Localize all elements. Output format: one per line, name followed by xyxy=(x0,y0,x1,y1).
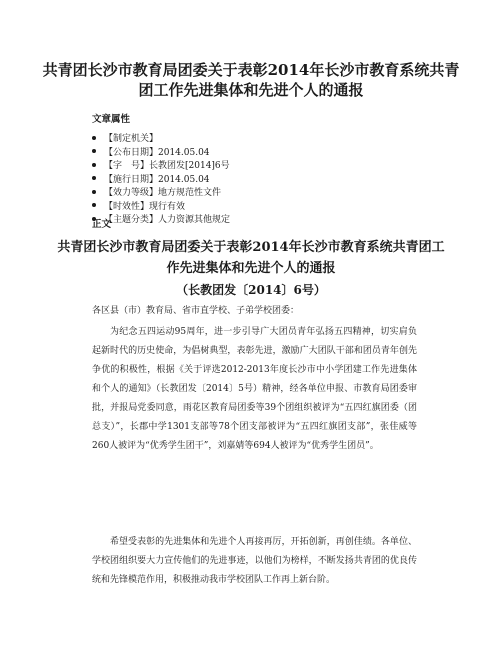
bullet-icon xyxy=(92,176,96,180)
attribute-item: 【效力等级】地方规范性文件 xyxy=(92,187,230,201)
bullet-icon xyxy=(92,163,96,167)
attribute-item: 【字 号】长教团发[2014]6号 xyxy=(92,160,230,174)
document-number: （长教团发〔2014〕6号） xyxy=(176,283,326,297)
attribute-item: 【制定机关】 xyxy=(92,133,230,147)
addressee: 各区县（市）教育局、省市直学校、子弟学校团委： xyxy=(92,306,300,316)
body-paragraph-1: 为纪念五四运动95周年，进一步引导广大团员青年弘扬五四精神，切实肩负起新时代的历史使命，为倡树典型，表彰先进，激励广大团队干部和团员青年创先争优的积极性，根据《关于评选2012-2013年度长沙市中小学团建工作先进集体和个人的通知》（长教团发〔2014〕5号）精神，经各单位申报、市教育局团委审批，并报局党委同意，雨花区教育局团委等39个团组织被评为“五四红旗团委（团总支）”，长郡中学1301支部等78个团支部被评为“五四红旗团支部”，张佳威等260人被评为“优秀学生团干”，刘嘉婧等694人被评为“优秀学生团员”。 xyxy=(92,327,417,451)
bullet-icon xyxy=(92,203,96,207)
body-paragraph-2: 希望受表彰的先进集体和先进个人再接再厉，开拓创新，再创佳绩。各单位、学校团组织要大力宣传他们的先进事迹，以他们为榜样，不断发扬共青团的优良传统和先锋模范作用，积极推动我市学校团队工作再上新台阶。 xyxy=(92,537,417,585)
body-heading: 正文 xyxy=(92,219,112,230)
attribute-item: 【公布日期】2014.05.04 xyxy=(92,147,230,161)
bullet-icon xyxy=(92,136,96,140)
attribute-item: 【时效性】现行有效 xyxy=(92,201,230,215)
attribute-item: 【主题分类】人力资源其他规定 xyxy=(92,214,230,228)
bullet-icon xyxy=(92,190,96,194)
attribute-item: 【施行日期】2014.05.04 xyxy=(92,174,230,188)
attributes-heading: 文章属性 xyxy=(92,114,131,125)
body-title: 共青团长沙市教育局团委关于表彰2014年长沙市教育系统共青团工作先进集体和先进个人的通报 xyxy=(57,240,445,276)
attributes-list xyxy=(92,133,230,228)
bullet-icon xyxy=(92,149,96,153)
document-title: 共青团长沙市教育局团委关于表彰2014年长沙市教育系统共青团工作先进集体和先进个人的通报 xyxy=(42,61,460,99)
